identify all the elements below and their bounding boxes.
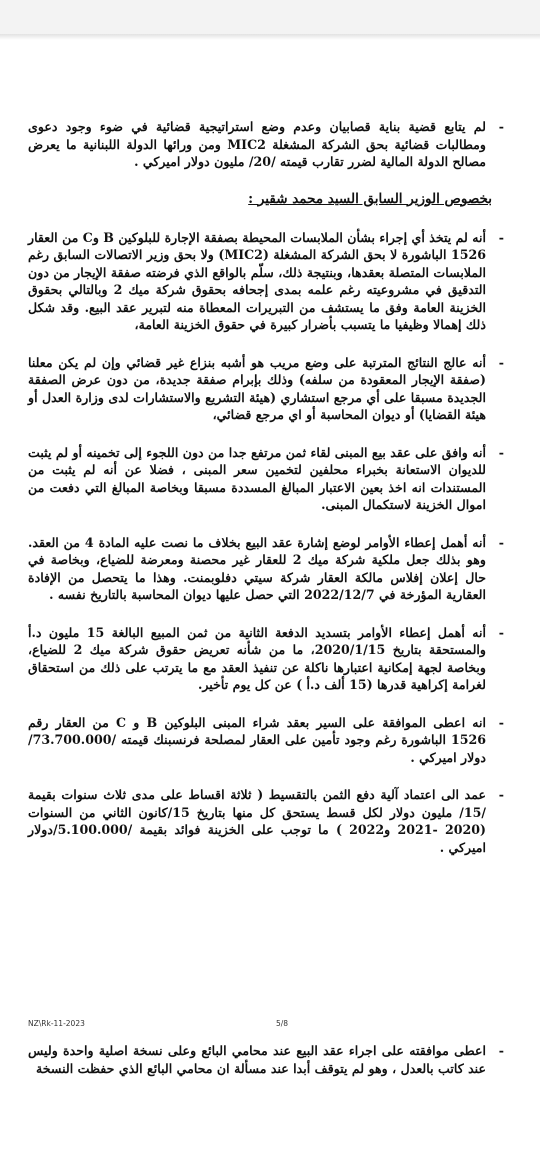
- bullet-dash: -: [498, 444, 504, 460]
- paragraph-text: عمد الى اعتماد آلية دفع الثمن بالتقسيط ( ثلاثة اقساط على مدى ثلاث سنوات بقيمة /15/ مليون دولار لكل قسط يستحق كل منها بتاريخ 15/كانون الثاني من السنوات (2020 -2021 و2022 ) ما توجب على الخزينة فوائد بقيمة /5.100.000/دولار اميركي .: [28, 787, 487, 855]
- paragraph-4: [28, 444, 504, 514]
- paragraph-text: أنه لم يتخذ أي إجراء بشأن الملابسات المحيطة بصفقة الإجارة للبلوكين B وC من العقار 1526 الباشورة لا بحق الشركة المشغلة (MIC2) ولا بحق وزير الاتصالات السابق رغم الملابسات المتصلة بعقدها، وبنتيجة ذلك، سلّم بالواقع الذي فرضته صفقة الإيجار من دون التدقيق في مشروعيته رغم علمه بمدى إجحافه بحقوق شركة ميك 2 وبالتالي بحقوق الخزينة العامة وفق ما يستشف من التبريرات المعطاة منه لتبرير عقد البيع. وقد شكل ذلك إهمالا وظيفيا ما يتسبب بأضرار كبيرة في حقوق الخزينة العامة،: [27, 229, 486, 332]
- paragraph-text: انه اعطى الموافقة على السير بعقد شراء المبنى البلوكين B و C من العقار رقم 1526 الباشورة رغم وجود تأمين على العقار لمصلحة فرنسبنك قيمته /73.700.000/دولار اميركي .: [28, 714, 486, 765]
- page-shadow: [0, 34, 540, 40]
- paragraph-2: [28, 229, 504, 334]
- bullet-dash: -: [498, 624, 504, 640]
- paragraph-9: [28, 1042, 504, 1077]
- document-reference: NZ\Rk-11-2023: [28, 1019, 85, 1028]
- bullet-dash: -: [498, 229, 504, 245]
- paragraph-1: [28, 118, 504, 171]
- document-body-bottom: [28, 1042, 504, 1097]
- page-footer: [28, 1019, 504, 1033]
- bullet-dash: -: [498, 1043, 504, 1058]
- document-body: [28, 118, 504, 876]
- bullet-dash: -: [498, 354, 504, 370]
- bullet-dash: -: [498, 534, 504, 550]
- paragraph-text: اعطى موافقته على اجراء عقد البيع عند محامي البائع وعلى نسخة اصلية واحدة وليس عند كاتب بالعدل ، وهو لم يتوقف أبدا عند مسألة ان محامي البائع الذي حفظت النسخة: [28, 1043, 486, 1076]
- paragraph-text: أنه أهمل إعطاء الأوامر لوضع إشارة عقد البيع بخلاف ما نصت عليه المادة 4 من العقد. وهو بذلك جعل ملكية شركة ميك 2 للعقار غير محصنة ومعرضة للضياع، وبخاصة في حال إعلان إفلاس مالكة العقار شركة سيتي دفلوبمنت. وهذا ما يتحصل من الإفادة العقارية المؤرخة في 2022/12/7 التي حصل عليها ديوان المحاسبة بالتاريخ نفسه .: [28, 534, 486, 602]
- paragraph-7: [28, 714, 504, 767]
- bullet-dash: -: [498, 787, 504, 802]
- paragraph-8: [28, 786, 504, 856]
- paragraph-text: أنه أهمل إعطاء الأوامر بتسديد الدفعة الثانية من ثمن المبيع البالغة 15 مليون د.أ والمستحقة بتاريخ 2020/1/15، ما من شأنه تعريض حقوق شركة ميك 2 للضياع، وبخاصة لجهة إمكانية اعتبارها ناكلة عن تنفيذ العقد مع ما يترتب على ذلك من استحقاق لغرامة إكراهية قدرها (15 ألف د.أ ) عن كل يوم تأخير.: [28, 624, 487, 692]
- viewer-top-band: [0, 0, 540, 34]
- paragraph-text: لم يتابع قضية بناية قصابيان وعدم وضع استراتيجية قضائية في ضوء وجود دعوى ومطالبات قضائية بحق الشركة المشغلة MIC2 ومن ورائها الدولة اللبنانية ما يعرض مصالح الدولة المالية لضرر تقارب قيمته /20/ مليون دولار اميركي .: [28, 119, 486, 169]
- bullet-dash: -: [498, 714, 504, 730]
- page-number: 5/8: [276, 1019, 289, 1028]
- bullet-dash: -: [498, 119, 504, 134]
- paragraph-6: [28, 624, 504, 694]
- paragraph-5: [28, 534, 504, 604]
- paragraph-3: [28, 354, 504, 424]
- paragraph-text: أنه عالج النتائج المترتبة على وضع مريب هو أشبه بنزاع غير قضائي وإن لم يكن معلنا (صفقة الإيجار المعقودة من سلفه) وذلك بإبرام صفقة جديدة، من دون عرض الصفقة الجديدة مسبقا على أي مرجع استشاري (هيئة التشريع والاستشارات لدى وزارة العدل أو هيئة القضايا) أو ديوان المحاسبة أو اي مرجع قضائي،: [28, 354, 486, 422]
- paragraph-text: أنه وافق على عقد بيع المبنى لقاء ثمن مرتفع جدا من دون اللجوء إلى تخمينه أو لم يثبت للديوان الاستعانة بخبراء محلفين لتخمين سعر المبنى ، فضلا عن أنه لم يثبت من المستندات انه اخذ بعين الاعتبار المبالغ المسددة مسبقا وبخاصة المبالغ التي دفعت من اموال الخزينة لاستكمال المبنى.: [27, 444, 486, 512]
- section-heading: بخصوص الوزير السابق السيد محمد شقير :: [248, 190, 492, 207]
